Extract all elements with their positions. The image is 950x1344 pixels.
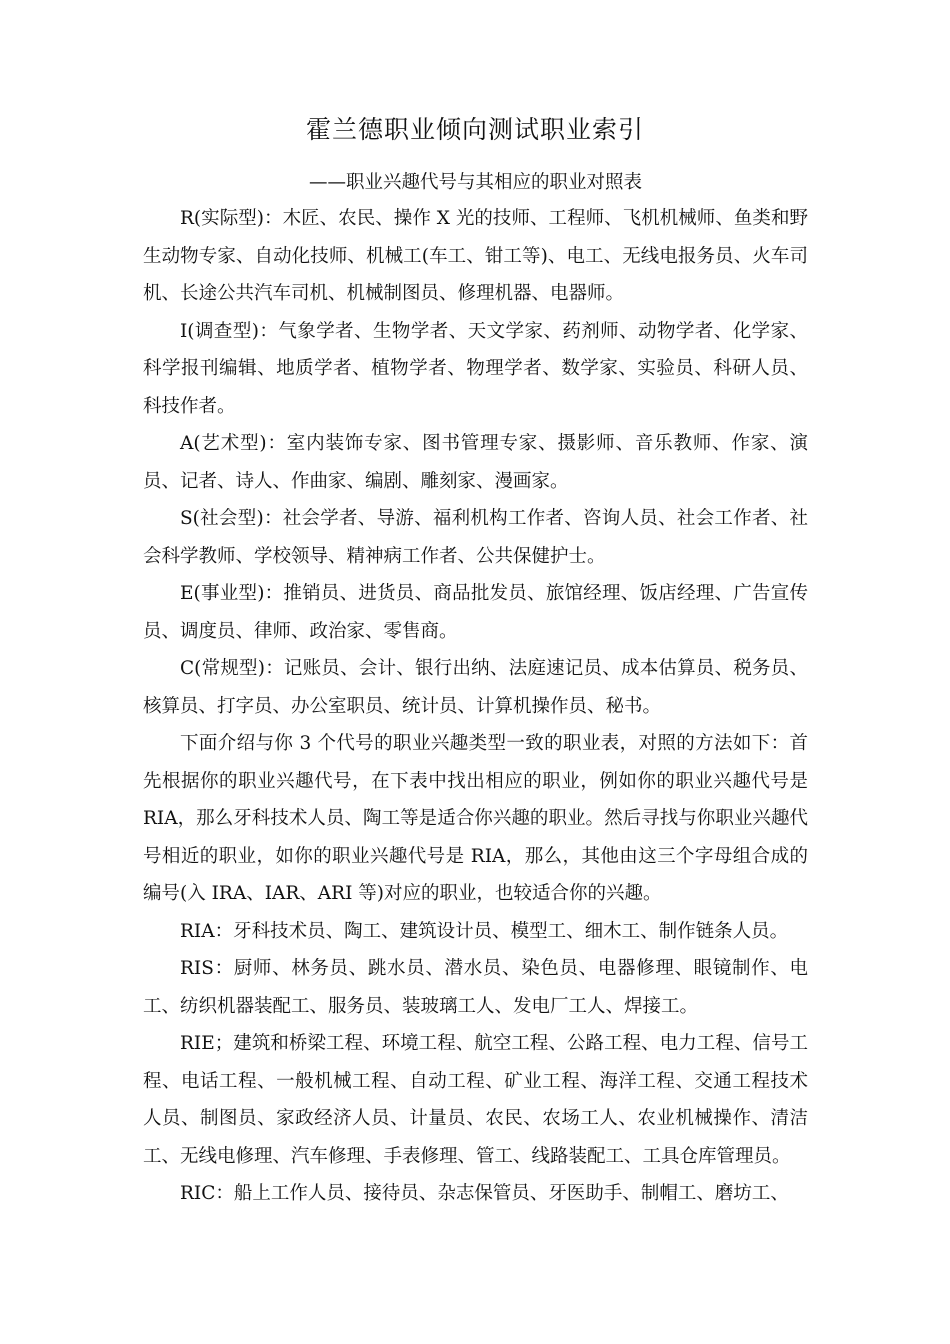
paragraph-instructions: 下面介绍与你 3 个代号的职业兴趣类型一致的职业表，对照的方法如下：首先根据你的职业兴趣代号，在下表中找出相应的职业，例如你的职业兴趣代号是 RIA，那么牙科技术人员、陶工等是适合你兴趣的职业。然后寻找与你职业兴趣代号相近的职业，如你的职业兴趣代号是 RIA，那么，其他由这三个字母组合成的编号(入 IRA、IAR、ARI 等)对应的职业，也较适合你的兴趣。 [143,733,808,904]
document-body [143,200,808,1213]
paragraph-conventional-type: C(常规型)：记账员、会计、银行出纳、法庭速记员、成本估算员、税务员、核算员、打字员、办公室职员、统计员、计算机操作员、秘书。 [143,658,808,717]
page-subtitle: ——职业兴趣代号与其相应的职业对照表 [308,172,642,193]
page-title: 霍兰德职业倾向测试职业索引 [305,115,644,144]
paragraph-code-ris: RIS：厨师、林务员、跳水员、潜水员、染色员、电器修理、眼镜制作、电工、纺织机器装配工、服务员、装玻璃工人、发电厂工人、焊接工。 [143,958,808,1017]
paragraph-code-ria: RIA：牙科技术员、陶工、建筑设计员、模型工、细木工、制作链条人员。 [180,920,789,942]
paragraph-code-ric: RIC：船上工作人员、接待员、杂志保管员、牙医助手、制帽工、磨坊工、 [180,1183,789,1204]
paragraph-enterprising-type: E(事业型)：推销员、进货员、商品批发员、旅馆经理、饭店经理、广告宣传员、调度员、律师、政治家、零售商。 [143,583,808,642]
paragraph-code-rie: RIE；建筑和桥梁工程、环境工程、航空工程、公路工程、电力工程、信号工程、电话工程、一般机械工程、自动工程、矿业工程、海洋工程、交通工程技术人员、制图员、家政经济人员、计量员、农民、农场工人、农业机械操作、清洁工、无线电修理、汽车修理、手表修理、管工、线路装配工、工具仓库管理员。 [143,1033,808,1167]
paragraph-social-type: S(社会型)：社会学者、导游、福利机构工作者、咨询人员、社会工作者、社会科学教师、学校领导、精神病工作者、公共保健护士。 [143,508,808,567]
paragraph-investigative-type: I(调查型)：气象学者、生物学者、天文学家、药剂师、动物学者、化学家、科学报刊编辑、地质学者、植物学者、物理学者、数学家、实验员、科研人员、科技作者。 [143,320,808,417]
paragraph-artistic-type: A(艺术型)：室内装饰专家、图书管理专家、摄影师、音乐教师、作家、演员、记者、诗人、作曲家、编剧、雕刻家、漫画家。 [143,433,808,492]
paragraph-realistic-type: R(实际型)：木匠、农民、操作 X 光的技师、工程师、飞机机械师、鱼类和野生动物专家、自动化技师、机械工(车工、钳工等)、电工、无线电报务员、火车司机、长途公共汽车司机、机械制图员、修理机器、电器师。 [143,208,808,304]
